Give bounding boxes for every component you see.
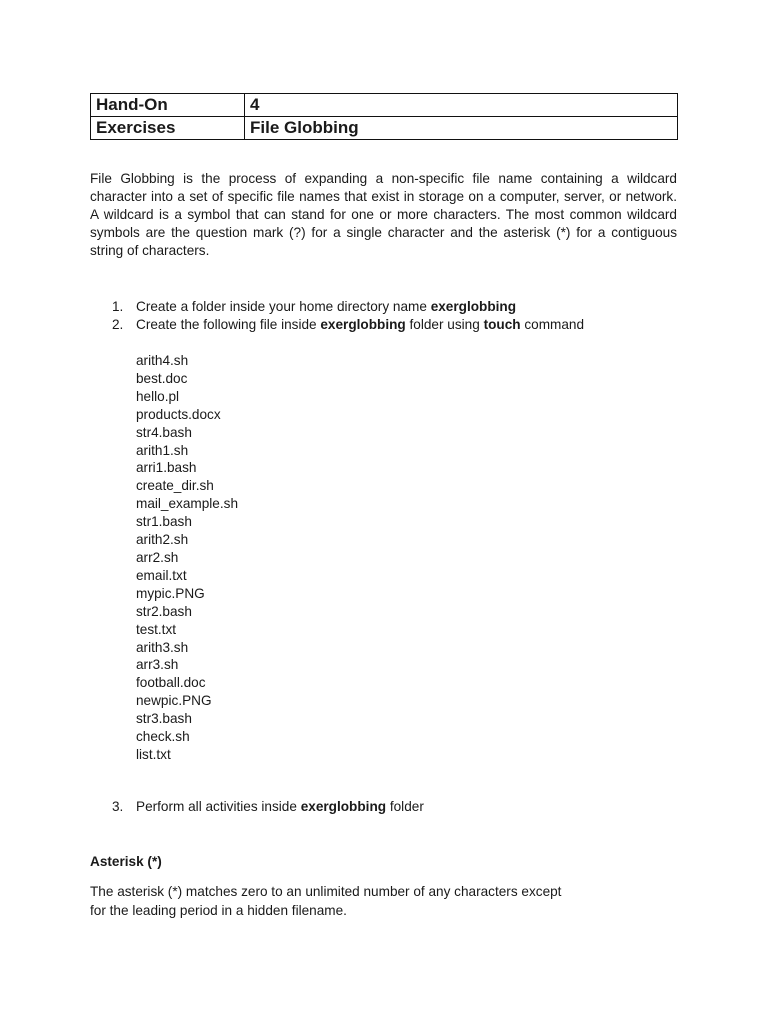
header-label: Hand-On — [91, 94, 245, 117]
file-list-item: hello.pl — [136, 388, 180, 404]
step-1 — [90, 298, 670, 316]
steps-list-continued — [90, 798, 670, 816]
step-number: 2. — [112, 317, 124, 332]
step-text: folder using — [405, 317, 484, 332]
file-list-item: mail_example.sh — [136, 496, 238, 512]
header-value: File Globbing — [245, 117, 678, 140]
file-list-item: arith3.sh — [136, 639, 189, 655]
step-3 — [90, 798, 670, 816]
file-list-item: email.txt — [136, 567, 187, 583]
file-list-item: str1.bash — [136, 514, 192, 530]
step-text: Create the following file inside — [136, 317, 321, 332]
file-list-item: create_dir.sh — [136, 478, 214, 494]
file-list-item: list.txt — [136, 746, 171, 762]
step-bold-folder: exerglobbing — [300, 799, 387, 814]
asterisk-line-1: The asterisk (*) matches zero to an unlimited number of any characters except — [90, 884, 562, 899]
file-list-item: products.docx — [136, 406, 221, 422]
step-number: 1. — [112, 299, 124, 314]
file-list-item: arith4.sh — [136, 353, 189, 368]
file-list-item: str3.bash — [136, 711, 192, 727]
steps-list — [90, 298, 670, 334]
header-value: 4 — [245, 94, 678, 117]
step-text: Perform all activities inside — [136, 799, 301, 814]
file-list-item: arr2.sh — [136, 549, 179, 565]
step-number: 3. — [112, 799, 124, 814]
header-table — [90, 93, 678, 140]
file-list-item: check.sh — [136, 729, 190, 745]
file-list-item: arri1.bash — [136, 460, 197, 476]
file-list-item: arith2.sh — [136, 532, 189, 548]
file-list-item: newpic.PNG — [136, 693, 212, 709]
header-row-hands-on — [91, 94, 678, 117]
file-list-item: football.doc — [136, 675, 206, 691]
header-row-exercises — [91, 117, 678, 140]
step-2 — [90, 316, 670, 334]
step-text: Create a folder inside your home directory name — [136, 299, 431, 314]
step-text: folder — [386, 799, 424, 814]
intro-paragraph: File Globbing is the process of expanding a non-specific file name containing a wildcard character into a set of specific file names that exist in storage on a computer, server, or network. A wildcard is a symbol that can stand for one or more characters. The most common wildcard symbols are the question mark (?) for a single character and the asterisk (*) for a contiguous string of characters. — [90, 171, 677, 258]
asterisk-paragraph — [90, 882, 630, 920]
step-bold-folder: exerglobbing — [320, 317, 406, 332]
step-bold-folder: exerglobbing — [430, 299, 517, 314]
file-list-item: str2.bash — [136, 603, 192, 619]
header-label: Exercises — [91, 117, 245, 140]
file-list-item: arith1.sh — [136, 442, 189, 458]
file-list-item: arr3.sh — [136, 657, 179, 673]
file-list — [136, 352, 238, 764]
step-bold-command: touch — [483, 317, 521, 332]
section-heading-asterisk: Asterisk (*) — [90, 854, 162, 869]
file-list-item: str4.bash — [136, 424, 192, 440]
file-list-item: test.txt — [136, 621, 177, 637]
file-list-item: best.doc — [136, 370, 188, 386]
file-list-item: mypic.PNG — [136, 585, 205, 601]
asterisk-line-2: for the leading period in a hidden filename. — [90, 903, 347, 918]
step-text: command — [520, 317, 585, 332]
